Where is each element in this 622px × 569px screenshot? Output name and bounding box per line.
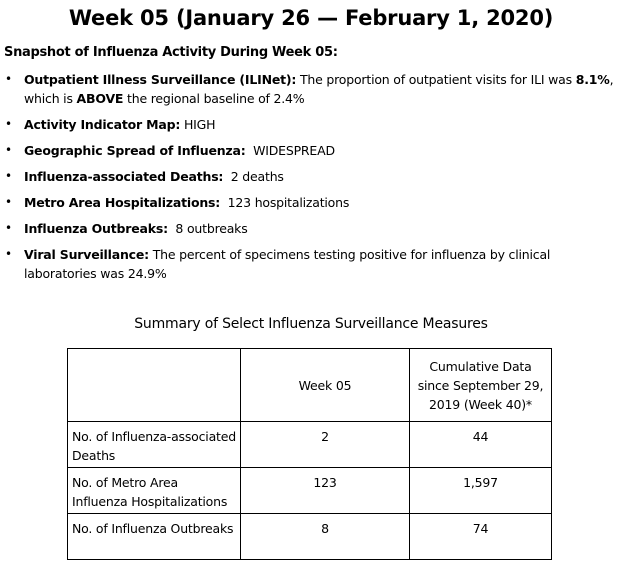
table-caption: Summary of Select Influenza Surveillance Measures (134, 316, 488, 332)
table-row (68, 468, 552, 514)
ili-percent: 8.1% (575, 72, 610, 87)
header-week: Week 05 (241, 349, 410, 422)
item-label: Influenza Outbreaks: (24, 221, 168, 236)
row-cumulative-value: 74 (410, 514, 552, 560)
table-row (68, 422, 552, 468)
item-label: Viral Surveillance: (24, 247, 149, 262)
header-measure (68, 349, 241, 422)
bullet: • (5, 117, 12, 131)
item-value: 2 deaths (223, 169, 284, 184)
row-measure: No. of Metro Area Influenza Hospitalizations (68, 468, 241, 514)
item-label: Influenza-associated Deaths: (24, 169, 224, 184)
item-text: , which is (24, 72, 614, 106)
row-week-value: 123 (241, 468, 410, 514)
table-header-row (68, 349, 552, 422)
snapshot-list (0, 70, 622, 290)
item-value: The percent of specimens testing positive for influenza by clinical laboratories was 24.9% (24, 247, 551, 281)
list-item-deaths (0, 167, 622, 186)
header-cumulative: Cumulative Data since September 29, 2019 (Week 40)* (410, 349, 552, 422)
item-value: 123 hospitalizations (220, 195, 350, 210)
bullet: • (5, 247, 12, 261)
bullet: • (5, 221, 12, 235)
list-item-outbreaks (0, 219, 622, 238)
item-value: WIDESPREAD (245, 143, 335, 158)
item-text: the regional baseline of 2.4% (123, 91, 305, 106)
baseline-status: ABOVE (76, 91, 124, 106)
list-item-hospitalizations (0, 193, 622, 212)
bullet: • (5, 143, 12, 157)
bullet: • (5, 195, 12, 209)
item-label: Activity Indicator Map: (24, 117, 181, 132)
bullet: • (5, 169, 12, 183)
list-item-viral-surveillance (0, 245, 622, 283)
list-item-geographic-spread (0, 141, 622, 160)
summary-table (67, 348, 552, 560)
item-value: HIGH (180, 117, 216, 132)
item-text: The proportion of outpatient visits for ILI was (296, 72, 576, 87)
row-week-value: 8 (241, 514, 410, 560)
item-value: 8 outbreaks (167, 221, 248, 236)
list-item-ilinet (0, 70, 622, 108)
row-week-value: 2 (241, 422, 410, 468)
item-label: Outpatient Illness Surveillance (ILINet): (24, 72, 297, 87)
row-measure: No. of Influenza-associated Deaths (68, 422, 241, 468)
snapshot-heading: Snapshot of Influenza Activity During Week 05: (4, 45, 338, 60)
row-measure: No. of Influenza Outbreaks (68, 514, 241, 560)
item-label: Geographic Spread of Influenza: (24, 143, 246, 158)
table-row (68, 514, 552, 560)
page-title: Week 05 (January 26 — February 1, 2020) (68, 6, 554, 30)
list-item-activity-map (0, 115, 622, 134)
row-cumulative-value: 1,597 (410, 468, 552, 514)
row-cumulative-value: 44 (410, 422, 552, 468)
item-label: Metro Area Hospitalizations: (24, 195, 221, 210)
bullet: • (5, 72, 12, 86)
